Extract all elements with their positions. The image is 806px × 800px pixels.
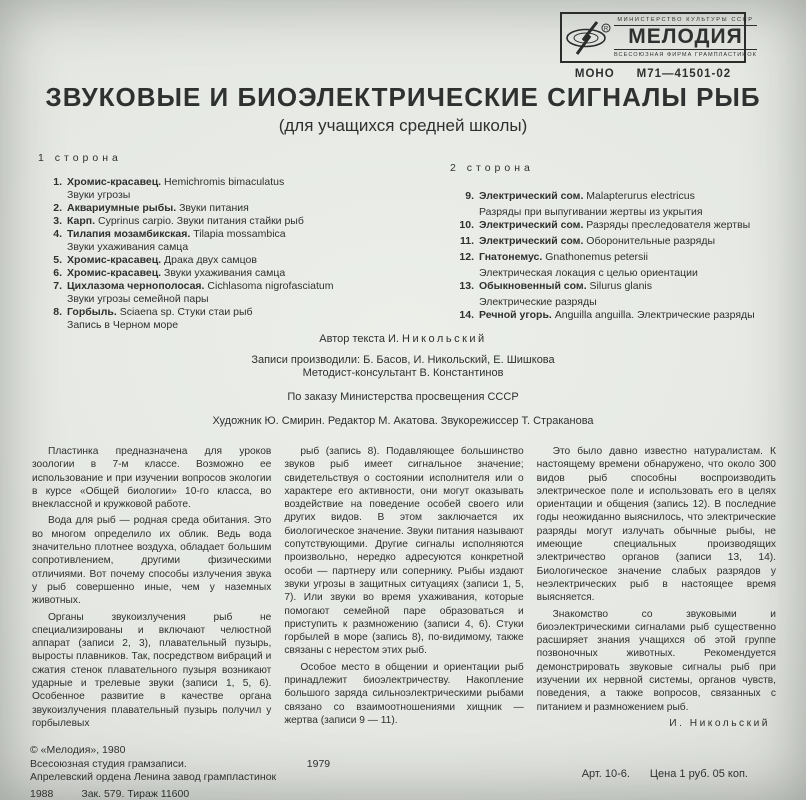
track-number: 9. (465, 190, 474, 202)
melodiya-logo-box (560, 12, 757, 63)
catalog-number: М71—41501-02 (636, 68, 732, 80)
svg-text:R: R (603, 26, 609, 33)
liner-notes-column-2 (284, 445, 523, 733)
side1-tracklist (38, 152, 410, 332)
track-title: Электрический сом. Malapterurus electricus (479, 190, 695, 202)
track-title: Горбыль. Sciaena sp. Стуки стаи рыб (67, 306, 253, 318)
liner-notes (32, 445, 776, 733)
credit-staff: Художник Ю. Смирин. Редактор М. Акатова. Звукорежиссер Т. Страканова (212, 415, 594, 427)
track-number: 12. (459, 251, 474, 263)
paragraph: Органы звукоизлучения рыб не специализированы и включают челюстной аппарат (записи 2, 3), плавательный пузырь, выросты плавников. Так, посредством вибраций и сжатия стенок плавательного пузыря возникают ударные и трелевые звуки (записи 1, 5, 6). Особенное развитие в качестве органа звукоизлучения плавательный пузырь получил у горбылевых (32, 611, 272, 729)
credit-author: Автор текста И. Никольский (319, 333, 487, 345)
track-number: 5. (53, 254, 62, 266)
track-row (38, 280, 410, 293)
page-title: ЗВУКОВЫЕ И БИОЭЛЕКТРИЧЕСКИЕ СИГНАЛЫ РЫБ (45, 82, 761, 112)
track-title: Хромис-красавец. Звуки ухаживания самца (67, 267, 286, 279)
side2-tracklist (450, 162, 800, 325)
plant-line: Апрелевский ордена Ленина завод грампластинок (30, 771, 277, 783)
paragraph: Особое место в общении и ориентации рыб принадлежит биоэлектричеству. Накопление большого заряда сильноэлектрическими рыбами связано со взаимоотношениями хищник — жертва (записи 9 — 11). (284, 661, 524, 726)
track-number: 14. (459, 309, 474, 321)
credit-order: По заказу Министерства просвещения СССР (287, 391, 519, 403)
ministry-line: МИНИСТЕРСТВО КУЛЬТУРЫ СССР (614, 16, 757, 26)
melodiya-logo-block (560, 12, 757, 80)
track-title: Карп. Cyprinus carpio. Звуки питания стайки рыб (67, 215, 304, 227)
track-row (450, 251, 800, 264)
liner-notes-column-3 (537, 445, 776, 733)
side2-header: 2 сторона (450, 162, 534, 174)
track-number: 7. (53, 280, 62, 292)
track-row (38, 306, 410, 319)
track-subtitle: Электрические разряды (479, 296, 597, 308)
page-subtitle: (для учащихся средней школы) (278, 116, 528, 135)
credit-consultant: Методист-консультант В. Константинов (302, 367, 504, 379)
printrun-line: 1988 Зак. 579. Тираж 11600 (30, 787, 190, 800)
credits-block (0, 333, 806, 428)
paragraph: рыб (запись 8). Подавляющее большинство звуков рыб имеет сигнальное значение; свидетельствуя о состоянии исполнителя или о характере его активности, они могут оказывать воздействие на поведение особей своего или других видов. В этом заключается их биологическое значение. Звуки питания называют сопутствующими. Другие сигналы исполняются произвольно, нередко адресуются конкретной особи — партнеру или сопернику. Рыбы издают звуки угрозы в защитных ситуациях (записи 1, 5, 7). Или звуки во время ухаживания, которые помогают семейной паре образоваться и приступить к размножению (записи 4, 6). Стуки горбылей в море (запись 8), по-видимому, также связаны с нерестом этих рыб. (284, 446, 524, 657)
track-subtitle: Звуки угрозы (67, 189, 131, 201)
liner-notes-column-1 (32, 445, 271, 733)
track-title: Электрический сом. Разряды преследователя жертвы (479, 219, 751, 231)
track-row (450, 235, 800, 248)
track-number: 8. (53, 306, 62, 318)
author-signature: И. Никольский (669, 717, 770, 729)
track-subtitle: Звуки ухаживания самца (67, 241, 189, 253)
price-block (582, 768, 748, 780)
track-subtitle: Запись в Черном море (67, 319, 179, 331)
copyright-line: © «Мелодия», 1980 (30, 744, 126, 756)
article-number: Арт. 10-6. (581, 768, 630, 780)
track-number: 2. (53, 202, 62, 214)
track-title: Обыкновенный сом. Silurus glanis (479, 280, 652, 292)
track-subtitle: Разряды при выпугивании жертвы из укрытия (479, 206, 703, 218)
track-title: Гнатонемус. Gnathonemus petersii (479, 251, 648, 263)
melodiya-logo-icon (564, 16, 614, 59)
track-row (450, 280, 800, 293)
track-row (38, 254, 410, 267)
track-row (38, 215, 410, 228)
track-title: Речной угорь. Anguilla anguilla. Электрические разряды (479, 309, 755, 321)
mono-label: МОНО (574, 68, 615, 80)
track-title: Электрический сом. Оборонительные разряды (479, 235, 715, 247)
track-row (450, 309, 800, 322)
track-row (450, 190, 800, 203)
credit-recording: Записи производили: Б. Басов, И. Никольский, Е. Шишкова (251, 354, 555, 366)
track-row (38, 228, 410, 241)
paragraph: Знакомство со звуковыми и биоэлектрическими сигналами рыб существенно расширяет знания учащихся об этой группе позвоночных животных. Рекомендуется демонстрировать звуковые сигналы рыб при изучении их нервной системы, органов чувств, поведения, а также вопросов, связанных с питанием и размножением рыб. (536, 608, 776, 713)
track-number: 4. (53, 228, 62, 240)
melodiya-logo-text (614, 16, 757, 59)
track-title: Хромис-красавец. Драка двух самцов (67, 254, 257, 266)
track-title: Хромис-красавец. Hemichromis bimaculatus (67, 176, 285, 188)
paragraph: Вода для рыб — родная среда обитания. Это во многом определило их облик. Ведь вода значительно плотнее воздуха, обладает большим сопротивлением, другими физическими отличиями. Вот почему способы излучения звука у рыб совершенно иные, чем у наземных животных. (32, 515, 272, 607)
price-label: Цена 1 руб. 05 коп. (649, 768, 748, 780)
paragraph: Пластинка предназначена для уроков зоологии в 7-м классе. Возможно ее использование и при изучении вопросов экологии в курсе «Общей биологии» 10-го класса, во внеклассной и кружковой работе. (32, 446, 272, 511)
track-row (38, 176, 410, 189)
track-row (38, 202, 410, 215)
brand-name: МЕЛОДИЯ (628, 25, 743, 48)
track-number: 6. (53, 267, 62, 279)
track-title: Аквариумные рыбы. Звуки питания (67, 202, 249, 214)
firm-line: ВСЕСОЮЗНАЯ ФИРМА ГРАМПЛАСТИНОК (614, 49, 757, 59)
imprint-block (30, 744, 330, 800)
paragraph: Это было давно известно натуралистам. К настоящему времени обнаружено, что около 300 видов рыб способны воспроизводить электрическое поле и использовать его в целях ориентации и общения (запись 12). В последние годы неожиданно выяснилось, что электрические разряды могут излучать обычные рыбы, не имеющие специальных производящих электричество органов (записи 13, 14). Биологическое значение слабых разрядов у неэлектрических рыб в настоящее время выясняется. (536, 446, 776, 604)
catalog-line (560, 68, 746, 80)
track-row (38, 267, 410, 280)
track-number: 1. (53, 176, 62, 188)
side1-header: 1 сторона (38, 152, 122, 164)
track-subtitle: Электрическая локация с целью ориентации (479, 267, 698, 279)
track-row (450, 219, 800, 232)
studio-line: Всесоюзная студия грамзаписи. 1979 (30, 757, 331, 770)
track-number: 11. (459, 235, 474, 247)
track-subtitle: Звуки угрозы семейной пары (67, 293, 209, 305)
track-number: 3. (53, 215, 62, 227)
track-number: 13. (459, 280, 474, 292)
track-title: Цихлазома чернополосая. Cichlasoma nigrofasciatum (67, 280, 334, 292)
track-number: 10. (459, 219, 474, 231)
track-title: Тилапия мозамбикская. Tilapia mossambica (67, 228, 286, 240)
